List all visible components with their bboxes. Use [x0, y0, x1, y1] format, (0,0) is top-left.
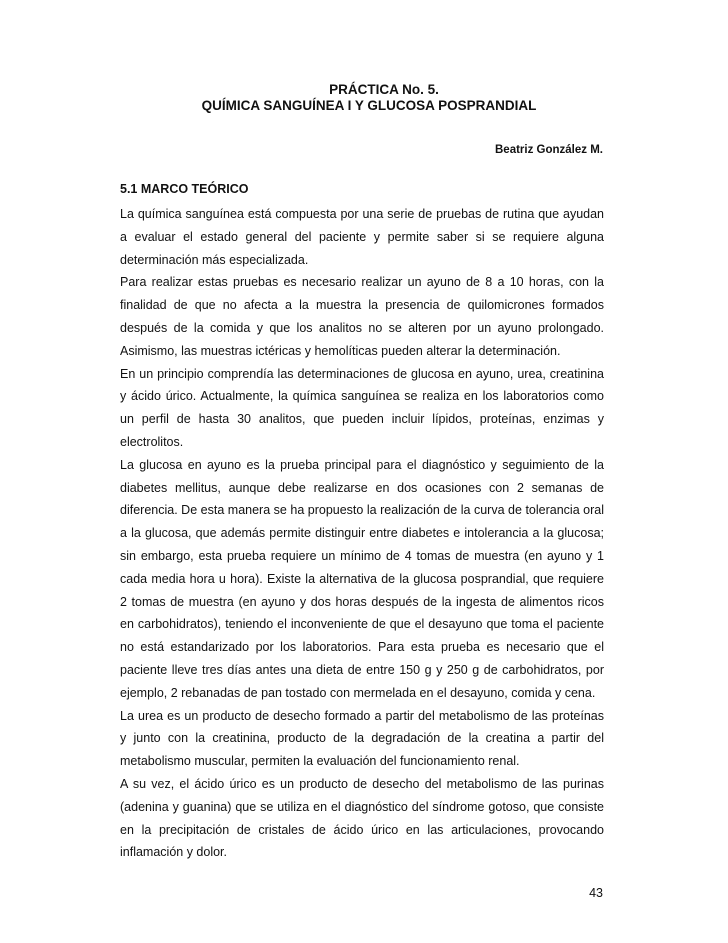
paragraph: La urea es un producto de desecho formado a partir del metabolismo de las proteínas y junto con la creatinina, producto de la degradación de la creatina a partir del metabolismo muscular, permiten la evaluación del funcionamiento renal.: [120, 708, 604, 769]
paragraph: La glucosa en ayuno es la prueba principal para el diagnóstico y seguimiento de la diabetes mellitus, aunque debe realizarse en dos ocasiones con 2 semanas de diferencia. De esta manera se ha propuesto la realización de la curva de tolerancia oral a la glucosa, que además permite distinguir entre diabetes e intolerancia a la glucosa; sin embargo, esta prueba requiere un mínimo de 4 tomas de muestra (en ayuno y 1 cada media hora u hora). Existe la alternativa de la glucosa posprandial, que requiere 2 tomas de muestra (en ayuno y dos horas después de la ingesta de alimentos ricos en carbohidratos), teniendo el inconveniente de que el desayuno que toma el paciente no está estandarizado por los laboratorios. Para esta prueba es necesario que el paciente lleve tres días antes una dieta de entre 150 g y 250 g de carbohidratos, por ejemplo, 2 rebanadas de pan tostado con mermelada en el desayuno, comida y cena.: [120, 457, 604, 700]
author-name: Beatriz González M.: [495, 144, 603, 156]
practice-subtitle: QUÍMICA SANGUÍNEA I Y GLUCOSA POSPRANDIAL: [201, 98, 537, 113]
paragraph: La química sanguínea está compuesta por una serie de pruebas de rutina que ayudan a evaluar el estado general del paciente y permite saber si se requiere alguna determinación más especializada.: [120, 207, 604, 267]
paragraph: En un principio comprendía las determinaciones de glucosa en ayuno, urea, creatinina y ácido úrico. Actualmente, la química sanguínea se realiza en los laboratorios como un perfil de hasta 30 analitos, que pueden incluir lípidos, proteínas, enzimas y electrolitos.: [120, 366, 604, 449]
page-number: 43: [589, 886, 603, 900]
section-heading: 5.1 MARCO TEÓRICO: [120, 182, 249, 196]
paragraph: Para realizar estas pruebas es necesario realizar un ayuno de 8 a 10 horas, con la finalidad de que no afecta a la muestra la presencia de quilomicrones formados después de la comida y que los analitos no se alteren por un ayuno prolongado. Asimismo, las muestras ictéricas y hemolíticas pueden alterar la determinación.: [120, 275, 604, 358]
practice-title: PRÁCTICA No. 5.: [329, 82, 439, 97]
body-text: [120, 203, 604, 864]
paragraph: A su vez, el ácido úrico es un producto de desecho del metabolismo de las purinas (adenina y guanina) que se utiliza en el diagnóstico del síndrome gotoso, que consiste en la precipitación de cristales de ácido úrico en las articulaciones, provocando inflamación y dolor.: [120, 776, 604, 860]
